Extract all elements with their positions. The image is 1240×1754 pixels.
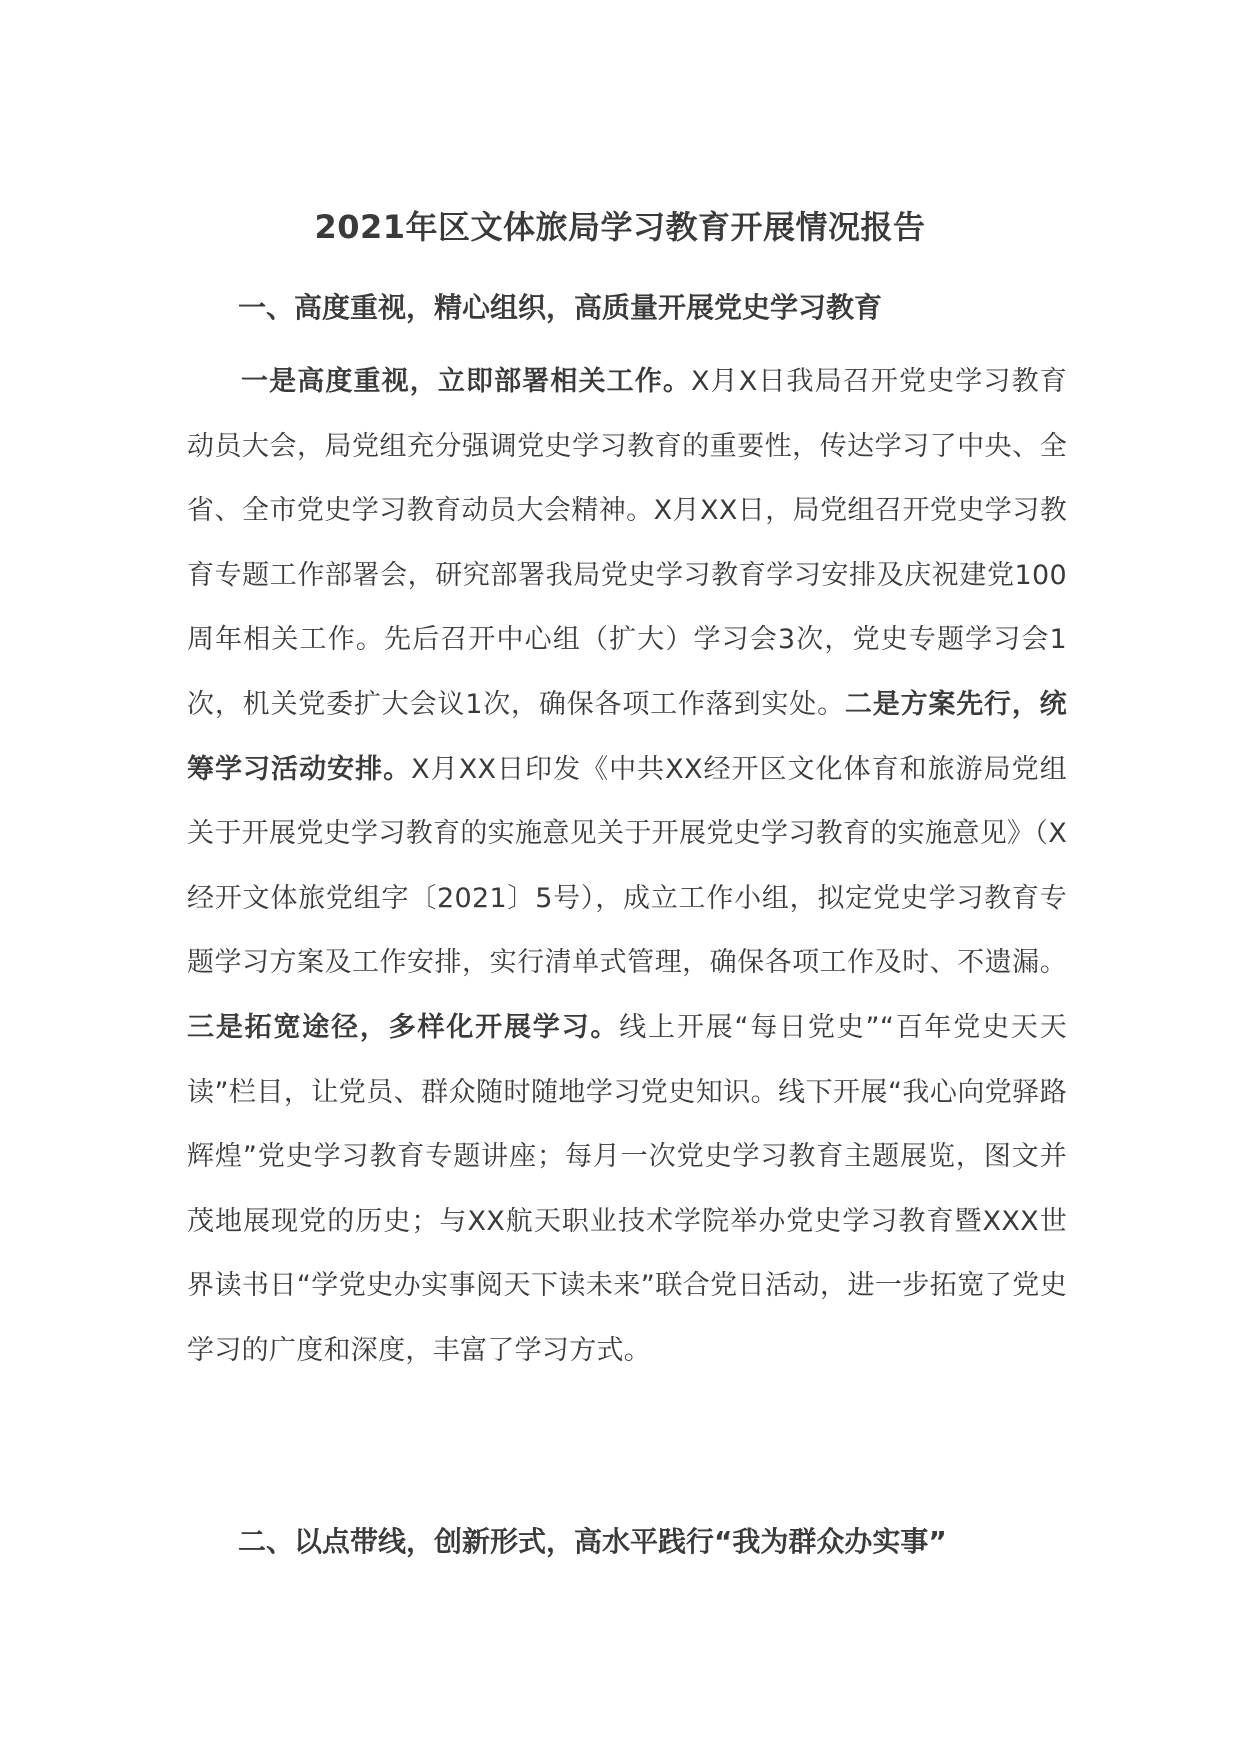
- section-heading-1: 一、高度重视，精心组织，高质量开展党史学习教育: [238, 291, 883, 324]
- paragraph-lead-2: 二是方案先行，统筹学习活动安排。: [187, 688, 1067, 785]
- section-heading-2: 二、以点带线，创新形式，高水平践行“我为群众办实事”: [238, 1525, 947, 1558]
- paragraph-text-2: X月XX日印发《中共XX经开区文化体育和旅游局党组关于开展党史学习教育的实施意见关于开展党史学习教育的实施意见》（X经开文体旅党组字〔2021〕5号），成立工作小组，拟定党史学习教育专题学习方案及工作安排，实行清单式管理，确保各项工作及时、不遗漏。: [187, 753, 1068, 979]
- paragraph-lead-3: 三是拓宽途径，多样化开展学习。: [187, 1011, 620, 1043]
- paragraph-text-1: X月X日我局召开党史学习教育动员大会，局党组充分强调党史学习教育的重要性，传达学习了中央、全省、全市党史学习教育动员大会精神。X月XX日，局党组召开党史学习教育专题工作部署会，研究部署我局党史学习教育学习安排及庆祝建党100周年相关工作。先后召开中心组（扩大）学习会3次，党史专题学习会1次，机关党委扩大会议1次，确保各项工作落到实处。: [187, 366, 1067, 720]
- paragraph-text-3: 线上开展“每日党史”“百年党史天天读”栏目，让党员、群众随时随地学习党史知识。线下开展“我心向党驿路辉煌”党史学习教育专题讲座；每月一次党史学习教育主题展览，图文并茂地展现党的历史；与XX航天职业技术学院举办党史学习教育暨XXX世界读书日“学党史办实事阅天下读未来”联合党日活动，进一步拓宽了党史学习的广度和深度，丰富了学习方式。: [187, 1011, 1067, 1366]
- document-title: 2021年区文体旅局学习教育开展情况报告: [314, 208, 926, 246]
- paragraph-lead-1: 一是高度重视，立即部署相关工作。: [241, 366, 692, 397]
- body-paragraph: [187, 350, 1067, 1384]
